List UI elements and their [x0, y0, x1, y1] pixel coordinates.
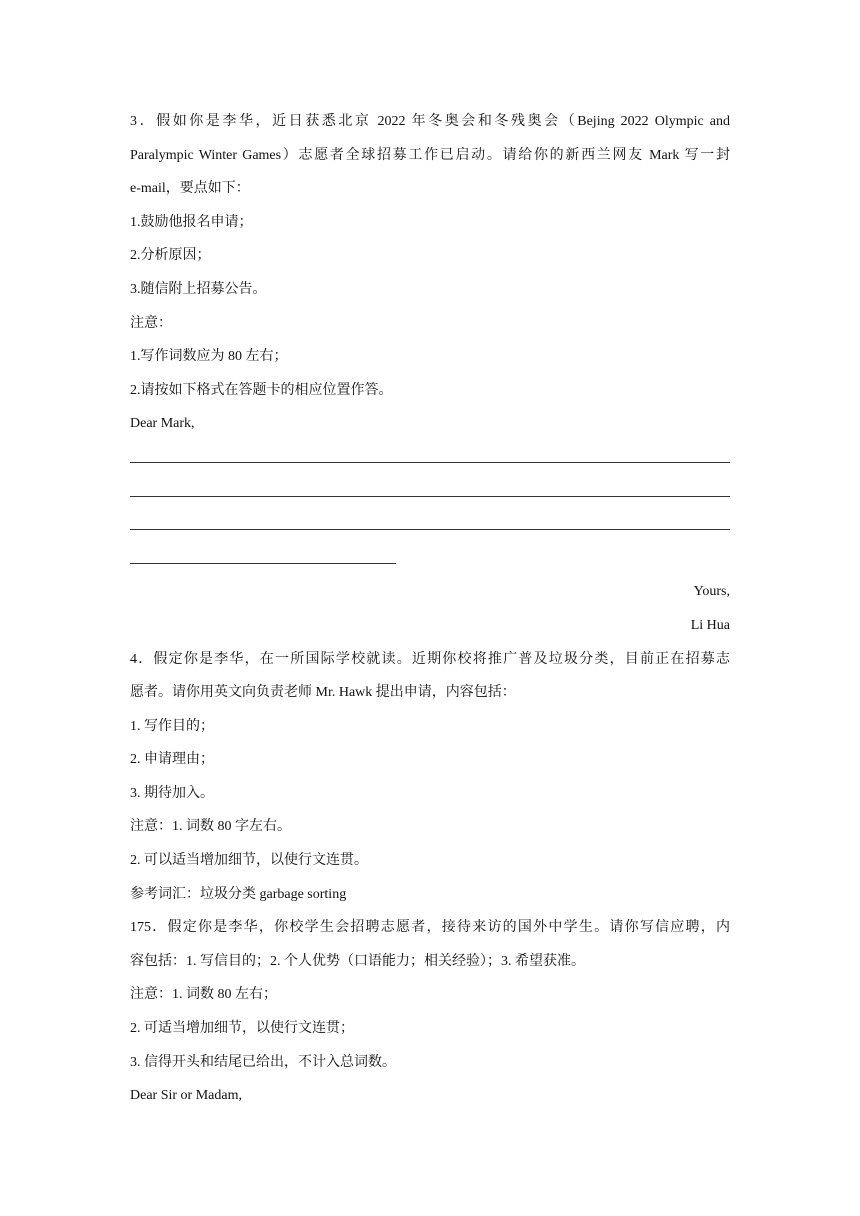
q175-prompt-line-1: 175．假定你是李华，你校学生会招聘志愿者，接待来访的国外中学生。请你写信应聘，内: [130, 920, 730, 936]
answer-line: [130, 511, 730, 545]
q175-prompt-line-2: 容包括：1. 写信目的；2. 个人优势（口语能力；相关经验）；3. 希望获准。: [130, 953, 585, 969]
q3-prompt-line-2: Paralympic Winter Games）志愿者全球招募工作已启动。请给你的新西兰网友 Mark 写一封: [130, 147, 730, 163]
q3-point-1: 1.鼓励他报名申请；: [130, 214, 253, 230]
q3-salutation: Dear Mark,: [130, 416, 195, 432]
q4-point-3: 3. 期待加入。: [130, 785, 214, 801]
answer-line: [130, 478, 730, 512]
q175-salutation: Dear Sir or Madam,: [130, 1088, 242, 1104]
q3-note-title: 注意：: [130, 315, 172, 331]
answer-line: [130, 444, 730, 478]
document-page: [130, 108, 730, 1116]
q3-point-2: 2.分析原因；: [130, 248, 211, 264]
q175-note-1: 注意：1. 词数 80 左右；: [130, 987, 277, 1003]
q3-note-2: 2.请按如下格式在答题卡的相应位置作答。: [130, 382, 393, 398]
q3-point-3: 3.随信附上招募公告。: [130, 281, 267, 297]
q3-prompt-line-1: 3．假如你是李华，近日获悉北京 2022 年冬奥会和冬残奥会（Bejing 2022 Olympic and: [130, 114, 730, 129]
q4-point-2: 2. 申请理由；: [130, 752, 214, 768]
q4-prompt-line-2: 愿者。请你用英文向负责老师 Mr. Hawk 提出申请，内容包括：: [130, 685, 516, 701]
q3-prompt-line-3: e-mail，要点如下：: [130, 181, 250, 197]
q4-vocab: 参考词汇：垃圾分类 garbage sorting: [130, 886, 347, 902]
q4-note-1: 注意：1. 词数 80 字左右。: [130, 819, 291, 835]
q4-point-1: 1. 写作目的；: [130, 718, 214, 734]
answer-line: [130, 545, 730, 579]
q175-note-2: 2. 可适当增加细节，以使行文连贯；: [130, 1021, 354, 1037]
q4-prompt-line-1: 4．假定你是李华，在一所国际学校就读。近期你校将推广普及垃圾分类，目前正在招募志: [130, 651, 730, 667]
q3-closing: Yours,: [693, 584, 730, 600]
q175-note-3: 3. 信得开头和结尾已给出，不计入总词数。: [130, 1054, 396, 1070]
q3-signature: Li Hua: [690, 617, 730, 633]
q3-note-1: 1.写作词数应为 80 左右；: [130, 349, 288, 365]
q4-note-2: 2. 可以适当增加细节，以使行文连贯。: [130, 853, 368, 869]
